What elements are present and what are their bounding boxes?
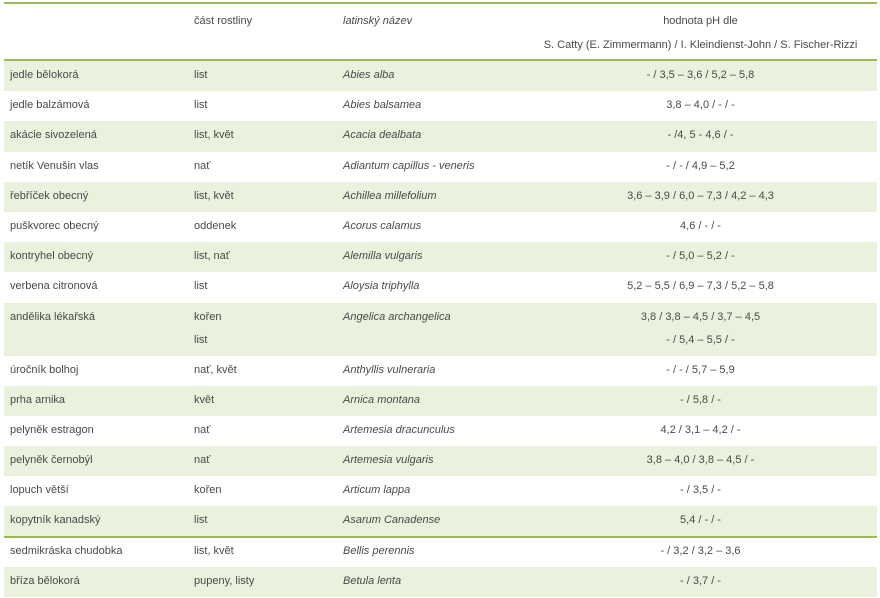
header-latin: latinský název [343, 15, 413, 27]
table-row [4, 416, 877, 446]
row-part: oddenek [194, 219, 237, 232]
row-part: list [194, 514, 208, 527]
table-row [4, 567, 877, 597]
row-part: list [194, 280, 208, 293]
row-latin: Acorus calamus [343, 219, 422, 232]
bottom-rule [4, 536, 877, 538]
row-part: nať, květ [194, 363, 237, 376]
table-body [4, 61, 877, 597]
row-latin: Bellis perennis [343, 544, 415, 557]
row-name: akácie sivozelená [10, 129, 97, 142]
row-name: kopytník kanadský [10, 514, 101, 527]
table-row [4, 476, 877, 506]
row-name: pelyněk černobýl [10, 454, 93, 467]
row-name: kontryhel obecný [10, 250, 94, 263]
table-row [4, 152, 877, 182]
row-ph: 4,6 / - / - [680, 219, 721, 232]
row-part: pupeny, listy [194, 574, 255, 587]
row-latin: Articum lappa [343, 484, 411, 497]
row-latin: Angelica archangelica [343, 310, 451, 323]
row-name: verbena citronová [10, 280, 98, 293]
row-latin: Betula lenta [343, 574, 402, 587]
row-ph: - / 3,7 / - [680, 574, 721, 587]
row-name: úročník bolhoj [10, 363, 79, 376]
row-latin: Asarum Canadense [343, 514, 441, 527]
row-ph: - / 3,2 / 3,2 – 3,6 [660, 544, 741, 557]
table-row [4, 386, 877, 416]
row-name: jedle bělokorá [10, 69, 79, 81]
row-name: pelyněk estragon [10, 423, 94, 436]
row-latin: Adiantum capillus - veneris [343, 159, 475, 172]
row-part: list [194, 69, 208, 81]
row-ph: - /4, 5 - 4,6 / - [667, 129, 734, 142]
row-ph: 4,2 / 3,1 – 4,2 / - [660, 423, 741, 436]
row-name: řebříček obecný [10, 189, 89, 202]
table-row [4, 121, 877, 151]
header-ph-title: hodnota pH dle [663, 15, 738, 27]
row-ph: - / 3,5 – 3,6 / 5,2 – 5,8 [646, 69, 755, 81]
row-ph: 5,4 / - / - [680, 514, 721, 527]
row-part: kořen [194, 310, 222, 323]
row-ph-2: - / 5,4 – 5,5 / - [666, 333, 735, 346]
row-name: netík Venušin vlas [10, 159, 99, 172]
row-latin: Acacia dealbata [343, 129, 422, 142]
row-part: nať [194, 423, 211, 436]
table-row [4, 506, 877, 536]
row-latin: Abies alba [343, 69, 395, 81]
row-part: list, květ [194, 544, 234, 557]
row-part: nať [194, 454, 211, 467]
table-row [4, 242, 877, 272]
row-latin: Aloysia triphylla [343, 280, 420, 293]
row-name: prha arnika [10, 393, 66, 406]
row-ph: 3,8 – 4,0 / 3,8 – 4,5 / - [646, 454, 755, 467]
row-part: list, květ [194, 189, 234, 202]
row-name: puškvorec obecný [10, 219, 99, 232]
row-name: andělika lékařská [10, 310, 95, 323]
header-ph-sources: S. Catty (E. Zimmermann) / I. Kleindienst-John / S. Fischer-Rizzi [543, 39, 858, 51]
row-latin: Anthyllis vulneraria [343, 363, 436, 376]
table-row [4, 446, 877, 476]
row-ph: - / - / 5,7 – 5,9 [666, 363, 735, 376]
row-ph: - / 3,5 / - [680, 484, 721, 497]
table-row [4, 356, 877, 386]
table-row [4, 182, 877, 212]
row-name: lopuch větší [10, 484, 69, 497]
table-row [4, 61, 877, 91]
table-header [4, 4, 877, 61]
row-part: list [194, 99, 208, 112]
row-name: sedmikráska chudobka [10, 544, 123, 557]
row-part: nať [194, 159, 211, 172]
table-row [4, 91, 877, 121]
row-ph: - / - / 4,9 – 5,2 [666, 159, 735, 172]
row-latin: Artemesia dracunculus [343, 423, 455, 436]
table-row [4, 272, 877, 302]
row-latin: Abies balsamea [343, 99, 422, 112]
table-row [4, 212, 877, 242]
row-part: květ [194, 393, 215, 406]
row-ph: - / 5,8 / - [680, 393, 721, 406]
header-part: část rostliny [194, 15, 253, 27]
row-latin: Achillea millefolium [343, 189, 437, 202]
row-ph: 3,8 – 4,0 / - / - [666, 99, 735, 112]
row-latin: Arnica montana [343, 393, 421, 406]
row-part: list, květ [194, 129, 234, 142]
row-latin: Alemilla vulgaris [343, 250, 423, 263]
table-row [4, 537, 877, 567]
row-ph: 5,2 – 5,5 / 6,9 – 7,3 / 5,2 – 5,8 [627, 280, 774, 293]
row-ph: 3,6 – 3,9 / 6,0 – 7,3 / 4,2 – 4,3 [627, 189, 774, 202]
row-name: jedle balzámová [10, 99, 90, 112]
table-row [4, 303, 877, 356]
row-latin: Artemesia vulgaris [343, 454, 434, 467]
row-part: list, nať [194, 250, 230, 263]
row-ph: 3,8 / 3,8 – 4,5 / 3,7 – 4,5 [640, 310, 761, 323]
row-name: bříza bělokorá [10, 574, 80, 587]
row-part-2: list [194, 333, 208, 346]
row-ph: - / 5,0 – 5,2 / - [666, 250, 735, 263]
row-part: kořen [194, 484, 222, 497]
